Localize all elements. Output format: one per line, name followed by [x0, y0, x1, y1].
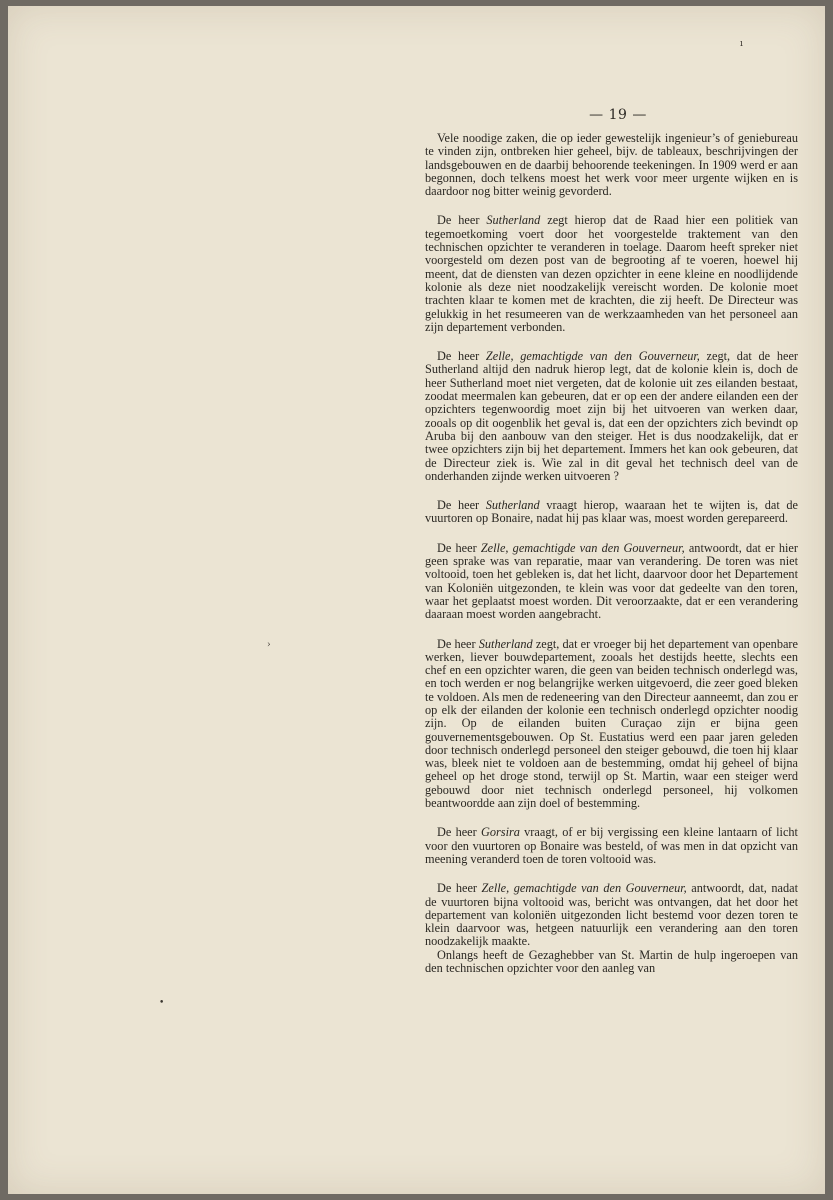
- speaker-name: Sutherland: [486, 213, 541, 228]
- speaker-name: Gorsira: [480, 825, 520, 840]
- paragraph-1: Vele noodige zaken, die op ieder gewestelijk ingenieur’s of geniebureau te vinden zijn, ontbreken hier geheel, bijv. de tableaux, beschrijvingen der landsgebouwen en de daarbij behoorende teekeningen. In 1909 werd er aan begonnen, doch telkens moest het werk voor meer urgente wijken en is daardoor nog bitter weinig gevorderd.: [425, 131, 798, 199]
- page-number: — 19 —: [589, 107, 647, 123]
- document-page: [8, 6, 825, 1194]
- paragraph-6: De heer Sutherland zegt, dat er vroeger bij het departement van openbare werken, liever bouwdepartement, zooals het destijds heette, slechts een chef en een opzichter waren, die geen van beiden technisch onderlegd was, en toch werden er nog belangrijke werken uitgevoerd, die zeer goed bleken te voldoen. Als men de redeneering van den Directeur aanneemt, dan zou er op elk der eilanden der kolonie een technisch onderlegd opzichter noodig zijn. Op de eilanden buiten Curaçao zijn er bijna geen gouvernementsgebouwen. Op St. Eustatius werd een paar jaren geleden door technisch onderlegd personeel den steiger gebouwd, die toen hij klaar was, bleek niet te voldoen aan de bestemming, omdat hij geheel of bijna geheel op het droge stond, terwijl op St. Martin, waar een steiger werd gebouwd door niet technisch onderlegd personeel, hij volkomen beantwoordde aan zijn doel of bestemming.: [425, 636, 798, 811]
- speaker-name: Sutherland: [485, 498, 540, 513]
- paragraph-4: De heer Sutherland vraagt hierop, waaraan het te wijten is, dat de vuurtoren op Bonaire, nadat hij pas klaar was, moest worden gerepareerd.: [425, 498, 798, 526]
- paragraph-9: Onlangs heeft de Gezaghebber van St. Martin de hulp ingeroepen van den technischen opzichter voor den aanleg van: [425, 947, 798, 976]
- text-column: [425, 132, 798, 975]
- paragraph-3: De heer Zelle, gemachtigde van den Gouverneur, zegt, dat de heer Sutherland altijd den nadruk hierop legt, dat de kolonie klein is, doch de heer Sutherland moet niet vergeten, dat de kolonie uit zes eilanden bestaat, zoodat meermalen kan gebeuren, dat er op een der andere eilanden een der opzichters tegenwoordig moet zijn bij het uitvoeren van werken daar, zooals op dit oogenblik het geval is, dat een der opzichters zich bevindt op Aruba bij den aanbouw van den steiger. Het is dus noodzakelijk, dat er twee opzichters zijn bij het departement. Immers het kan ook gebeuren, dat de Directeur ziek is. Wie zal in dit geval het technisch deel van de onderhanden zijnde werken uitvoeren ?: [425, 349, 798, 483]
- paragraph-2: De heer Sutherland zegt hierop dat de Raad hier een politiek van tegemoetkoming voert door het voorgestelde traktement van den technischen opzichter te veranderen in toelage. Daarom heeft spreker niet voorgesteld om dezen post van de begrooting af te voeren, hoewel hij meent, dat de diensten van dezen opzichter in eene kleine en noodlijdende kolonie als deze niet noodzakelijk vereischt worden. De kolonie moet trachten klaar te komen met de krachten, die zij heeft. De Directeur was gelukkig in het resumeeren van de werkzaamheden van het personeel aan zijn departement verbonden.: [425, 213, 798, 334]
- speaker-name: Zelle, gemachtigde van den Gouverneur,: [480, 540, 685, 555]
- paragraph-7: De heer Gorsira vraagt, of er bij vergissing een kleine lantaarn of licht voor den vuurtoren op Bonaire was besteld, of was men in dat opzicht van meening veranderd toen de toren voltooid was.: [425, 825, 798, 866]
- paragraph-5: De heer Zelle, gemachtigde van den Gouverneur, antwoordt, dat er hier geen sprake was van reparatie, maar van verandering. De toren was niet voltooid, toen het gebleken is, dat het licht, daarvoor door het Departement van Koloniën uitgezonden, te klein was voor dat gedeelte van den toren, waar het geplaatst moest worden. Dit veroorzaakte, dat er een verandering daaraan moest worden aangebracht.: [425, 540, 798, 622]
- speck: ›: [267, 640, 271, 650]
- paragraph-8: De heer Zelle, gemachtigde van den Gouverneur, antwoordt, dat, nadat de vuurtoren bijna voltooid was, bericht was ontvangen, dat het door het departement van koloniën uitgezonden licht bestemd voor dezen toren te klein daarvoor was, hetgeen natuurlijk een verandering aan den toren noodzakelijk maakte.: [425, 881, 798, 949]
- speck: •: [159, 998, 165, 1008]
- speck: ı: [740, 39, 743, 49]
- speaker-name: Sutherland: [478, 636, 533, 651]
- speaker-name: Zelle, gemachtigde van den Gouverneur,: [481, 881, 687, 896]
- speaker-name: Zelle, gemachtigde van den Gouverneur,: [485, 349, 700, 364]
